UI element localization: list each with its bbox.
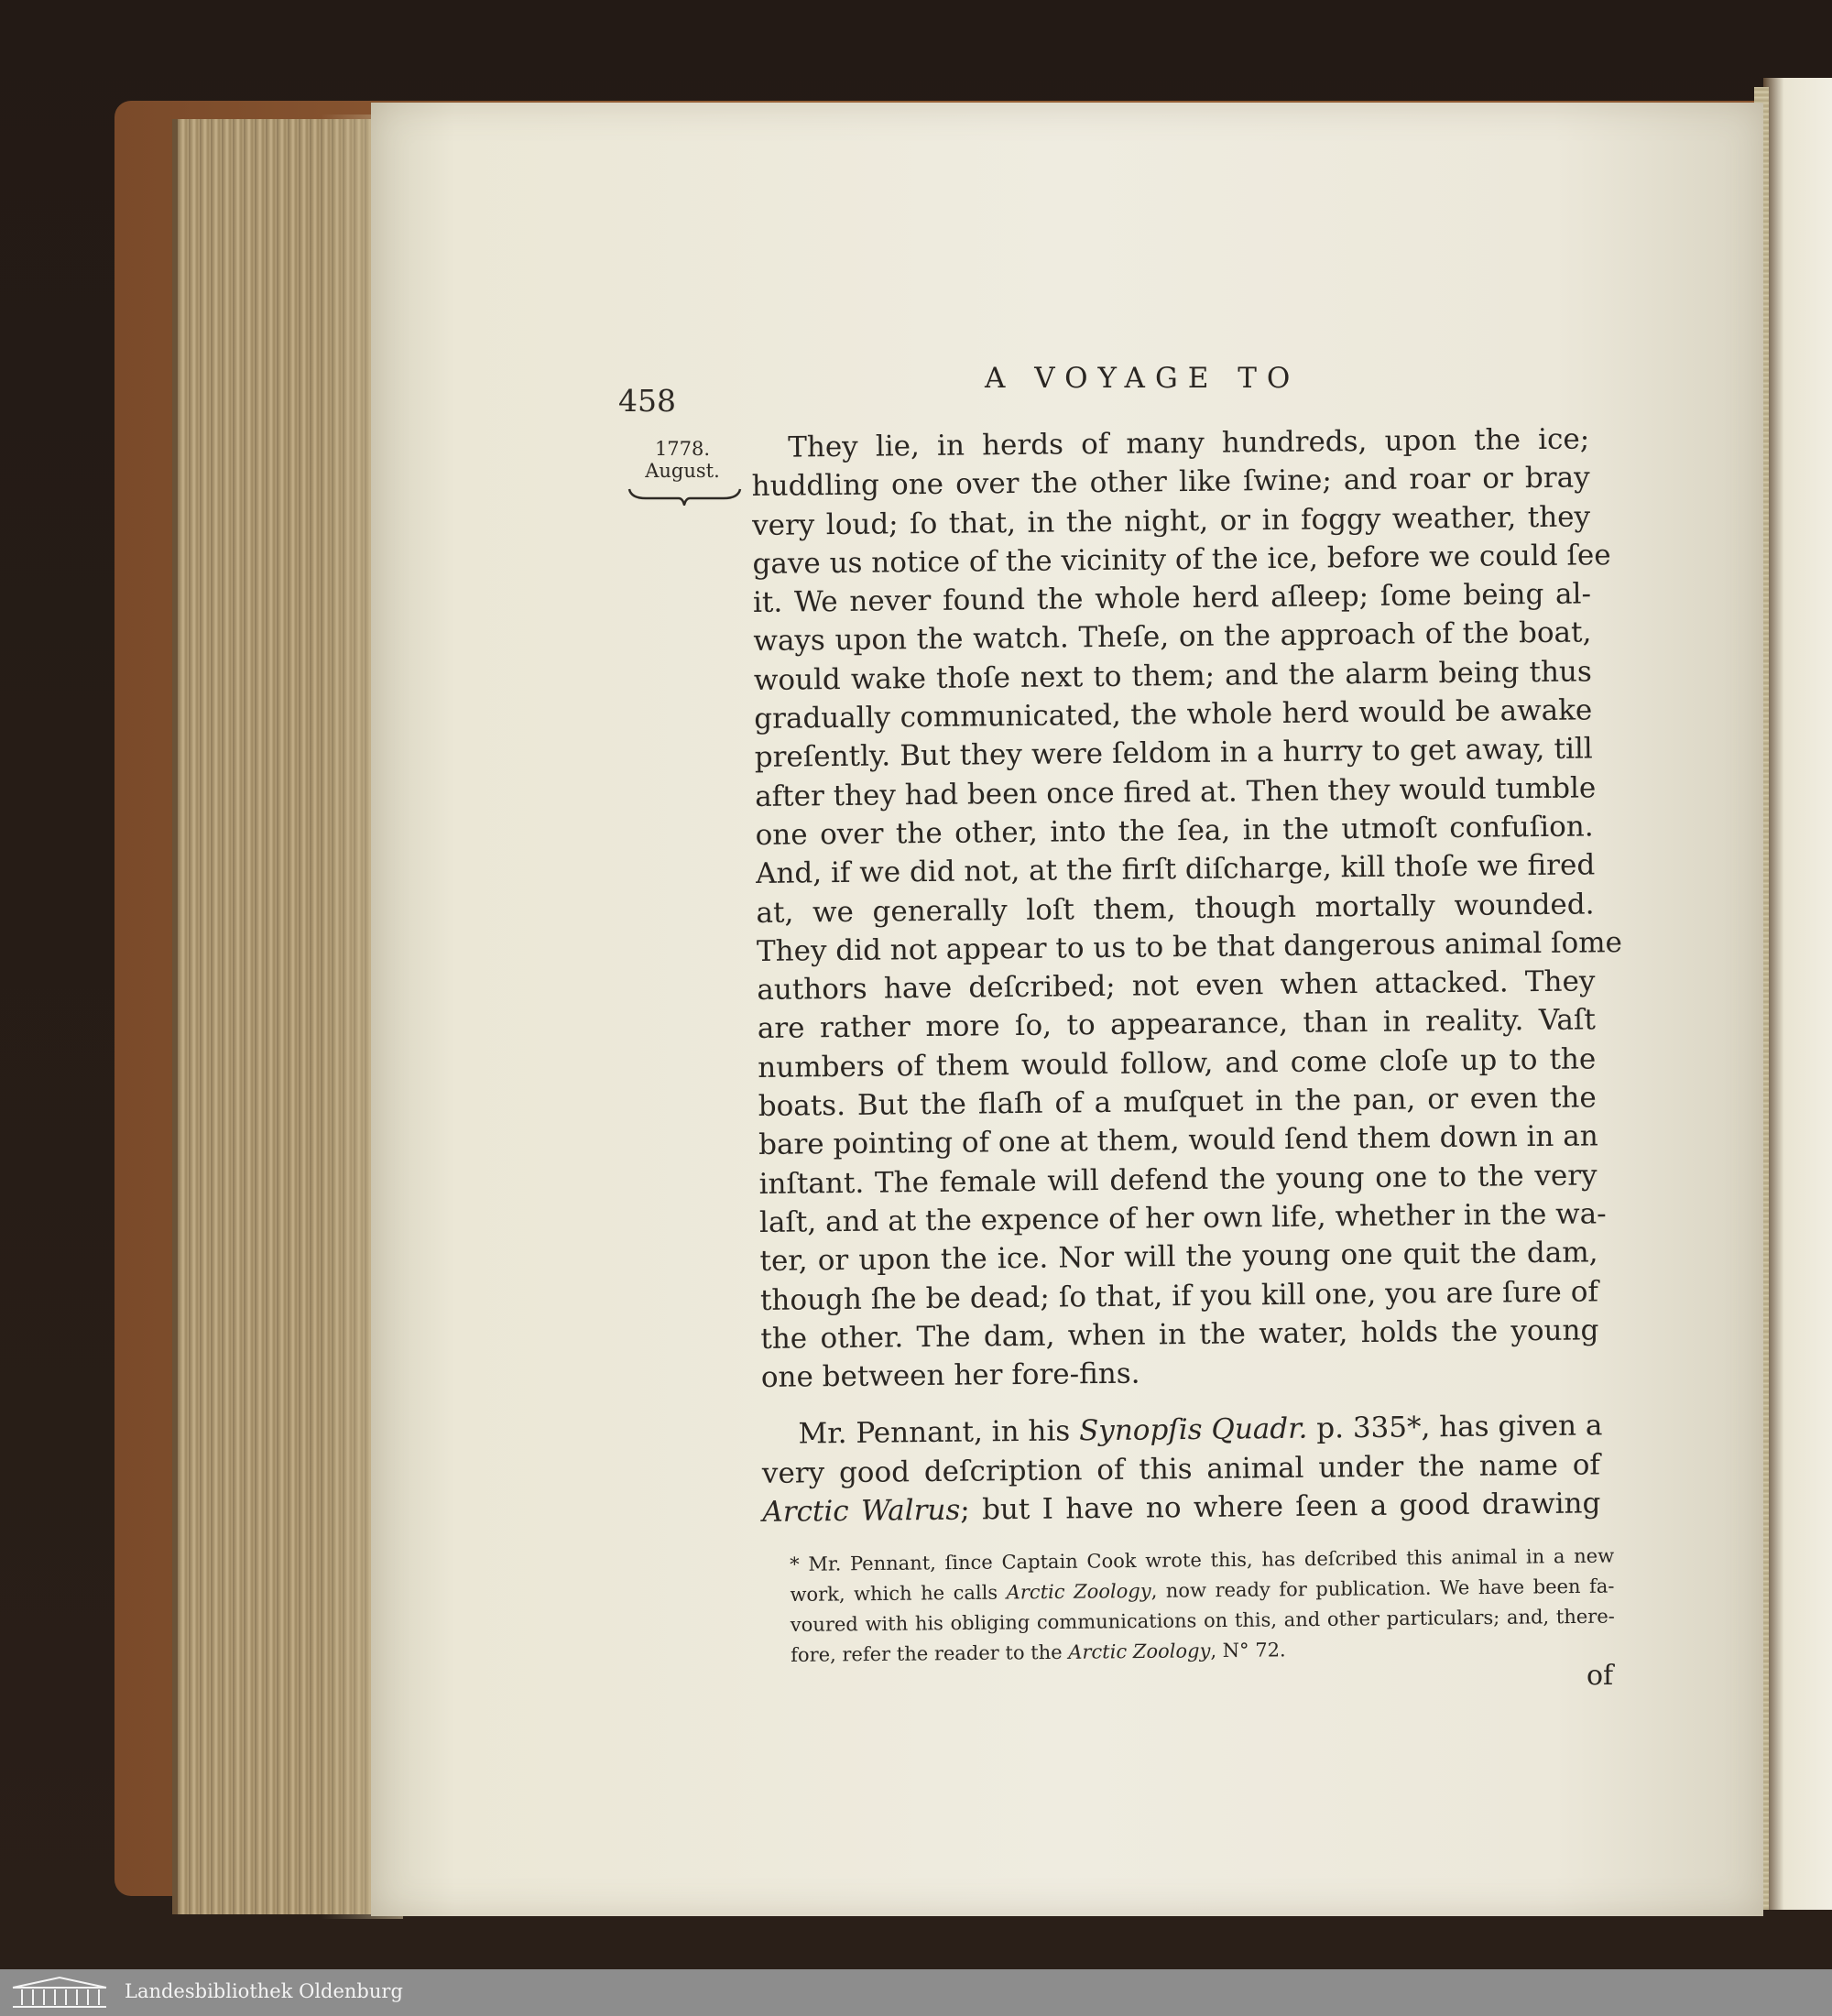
library-footer-bar [0,1969,1832,2016]
body-line: ways upon the watch. Theſe, on the approach of the boat, [753,616,1592,659]
body-line: huddling one over the other like ſwine; and roar or bray [751,461,1590,504]
footnote-line: voured with his obliging communications on this, and other particulars; and, there- [790,1605,1615,1636]
body-line: preſently. But they were ſeldom in a hurry to get away, till [754,732,1593,775]
footnote [790,1542,1615,1671]
body-line: after they had been once fired at. Then they would tumble [755,771,1597,813]
margin-month: August. [645,460,720,482]
body-line: gradually communicated, the whole herd would be awake [754,693,1593,736]
library-name: Landesbibliothek Oldenburg [125,1980,403,2002]
facing-page [1763,78,1832,1910]
italic-title: Synopſis Quadr. [1078,1412,1308,1448]
body-line: And, if we did not, at the firſt diſcharge, kill thoſe we fired [755,848,1596,891]
catchword: of [1587,1660,1614,1692]
body-line: the other. The dam, when in the water, holds the young [760,1313,1599,1356]
text-run: fore, refer the reader to the [791,1640,1069,1666]
text-run: Mr. Pennant, in his [798,1414,1080,1451]
running-head: A VOYAGE TO [985,362,1301,395]
body-line: laſt, and at the expence of her own life, whether in the wa- [758,1197,1607,1239]
text-run: p. 335*, has given a [1307,1409,1603,1446]
library-building-icon [9,1975,110,2010]
body-line: bare pointing of one at them, would ſend them down in an [758,1119,1598,1162]
body-line: it. We never found the whole herd aſleep; ſome being al- [752,577,1592,620]
page-number: 458 [618,383,676,419]
body-line: one over the other, into the ſea, in the utmoſt confuſion. [755,810,1594,852]
body-line: gave us notice of the vicinity of the ice, before we could ſee [752,539,1611,581]
body-line: are rather more ſo, to appearance, than in reality. Vaſt [757,1003,1597,1046]
italic-title: Arctic Zoology [1006,1579,1151,1604]
text-run: work, which he calls [790,1581,1007,1606]
text-run: , N° 72. [1210,1639,1286,1662]
body-line: They lie, in herds of many hundreds, upon the ice; [788,422,1590,464]
body-line: boats. But the flaſh of a muſquet in the pan, or even the [758,1081,1597,1124]
curly-brace-icon [627,485,742,506]
body-line: ter, or upon the ice. Nor will the young one quit the dam, [759,1236,1598,1279]
body-line: They did not appear to us to be that dangerous animal ſome [756,925,1623,968]
text-run: , now ready for publication. We have been fa- [1150,1575,1615,1602]
paragraph-2-line: very good deſcription of this animal under the name of [761,1448,1601,1490]
body-line: one between her fore-fins. [760,1357,1140,1395]
italic-title: Arctic Zoology [1068,1640,1211,1663]
body-line: numbers of them would follow, and come cloſe up to the [758,1042,1597,1084]
body-line: at, we generally loſt them, though mortally wounded. [756,887,1595,930]
body-line: though ſhe be dead; ſo that, if you kill one, you are ſure of [759,1274,1599,1317]
body-line: authors have deſcribed; not even when attacked. They [757,964,1596,1008]
body-line: would wake thoſe next to them; and the alarm being thus [753,655,1593,697]
italic-name: Arctic Walrus [762,1493,961,1529]
text-run: ; but I have no where ſeen a good drawing [960,1487,1601,1527]
body-line: very loud; ſo that, in the night, or in foggy weather, they [751,500,1591,542]
margin-year: 1778. [654,438,711,460]
margin-date-note [623,438,742,482]
body-line: inſtant. The female will defend the young one to the very [758,1159,1598,1201]
body-text [751,420,1623,1531]
footnote-line: * Mr. Pennant, ſince Captain Cook wrote this, has deſcribed this animal in a new [790,1544,1615,1575]
